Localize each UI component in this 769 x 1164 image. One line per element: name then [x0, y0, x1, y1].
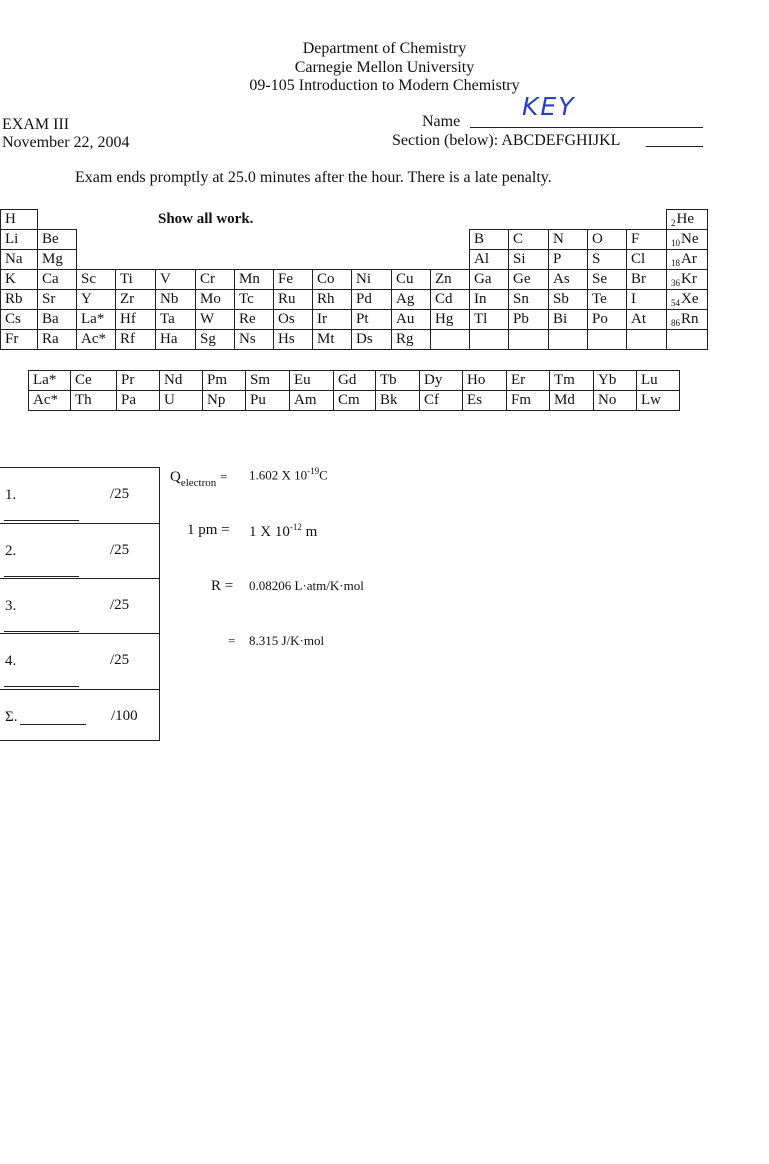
picometer-value — [249, 522, 317, 541]
element-cr — [195, 269, 235, 290]
element-symbol: Ag — [396, 291, 415, 307]
element-c — [508, 229, 549, 250]
element-symbol: Mt — [317, 331, 335, 347]
score-label: Σ. — [5, 709, 18, 725]
element-symbol: Lw — [641, 392, 661, 408]
element-he — [666, 209, 708, 230]
element-symbol: Sr — [42, 291, 56, 307]
element-symbol: Rn — [681, 311, 699, 327]
element-ru — [273, 289, 313, 310]
element-u — [159, 390, 203, 411]
element-th — [70, 390, 117, 411]
element-er — [506, 370, 550, 391]
element-symbol: Ni — [356, 271, 371, 287]
element-symbol: K — [5, 271, 16, 287]
score-entry-field[interactable] — [20, 724, 86, 725]
element-symbol: Co — [317, 271, 335, 287]
element-symbol: Er — [511, 372, 526, 388]
element-pd — [351, 289, 392, 310]
element-symbol: W — [200, 311, 215, 327]
element-symbol: N — [553, 231, 564, 247]
element-empty — [469, 329, 509, 350]
element-cm — [333, 390, 376, 411]
element-symbol: C — [513, 231, 524, 247]
element-ag — [391, 289, 431, 310]
score-entry-field[interactable] — [4, 520, 79, 521]
element-mt — [312, 329, 352, 350]
element-ns — [234, 329, 274, 350]
element-symbol: Nb — [160, 291, 179, 307]
element-symbol: H — [5, 211, 16, 227]
score-max: /25 — [110, 542, 130, 558]
element-as — [548, 269, 588, 290]
element-symbol: Bi — [553, 311, 568, 327]
element-symbol: Eu — [294, 372, 311, 388]
element-ce — [70, 370, 117, 391]
element-ti — [115, 269, 156, 290]
element-symbol: Au — [396, 311, 415, 327]
element-re — [234, 309, 274, 330]
score-max: /25 — [110, 486, 130, 502]
element-au — [391, 309, 431, 330]
element-symbol: Np — [207, 392, 226, 408]
department-heading: Department of Chemistry — [302, 40, 467, 57]
element-symbol: Pt — [356, 311, 369, 327]
section-field[interactable] — [646, 146, 703, 147]
element-at — [626, 309, 667, 330]
element-ni — [351, 269, 392, 290]
electron-charge-mantissa: 1.602 X 10 — [249, 467, 308, 483]
element-symbol: Ra — [42, 331, 59, 347]
element-symbol: S — [592, 251, 601, 267]
element-np — [202, 390, 246, 411]
element-symbol: Si — [513, 251, 526, 267]
element-pr — [116, 370, 160, 391]
element-empty — [430, 329, 470, 350]
electron-charge-constant — [170, 469, 227, 489]
element-be — [37, 229, 77, 250]
picometer-exponent: -12 — [289, 522, 302, 532]
element-symbol: Hs — [278, 331, 295, 347]
element-k — [0, 269, 38, 290]
element-yb — [593, 370, 637, 391]
element-dy — [419, 370, 463, 391]
element-symbol: Ar — [681, 251, 697, 267]
element-symbol: Se — [592, 271, 607, 287]
section-label: Section (below): ABCDEFGHIJKL — [392, 132, 621, 149]
atomic-number: 2 — [671, 218, 676, 228]
element-ho — [462, 370, 507, 391]
score-label: 4. — [5, 653, 17, 669]
element-symbol: Bk — [380, 392, 398, 408]
element-symbol: Md — [554, 392, 575, 408]
element-empty — [666, 329, 708, 350]
element-symbol: Mn — [239, 271, 260, 287]
element-in — [469, 289, 509, 310]
element-symbol: Os — [278, 311, 295, 327]
element-symbol: Mg — [42, 251, 63, 267]
atomic-number: 54 — [671, 298, 680, 308]
element-cd — [430, 289, 470, 310]
element-symbol: I — [631, 291, 636, 307]
element-hg — [430, 309, 470, 330]
score-label: 2. — [5, 543, 17, 559]
element-symbol: P — [553, 251, 562, 267]
element-symbol: No — [598, 392, 617, 408]
score-label: 3. — [5, 598, 17, 614]
element-symbol: Ho — [467, 372, 486, 388]
element-symbol: Pm — [207, 372, 228, 388]
element-zn — [430, 269, 470, 290]
electron-charge-exponent: -19 — [307, 466, 320, 476]
picometer-unit: m — [301, 524, 318, 540]
element-symbol: Na — [5, 251, 23, 267]
element-symbol: Tm — [554, 372, 575, 388]
element-rn — [666, 309, 708, 330]
element-empty — [626, 329, 667, 350]
element-eu — [289, 370, 334, 391]
element-symbol: Zn — [435, 271, 452, 287]
element-symbol: Ir — [317, 311, 327, 327]
element-pt — [351, 309, 392, 330]
element-symbol: Hg — [435, 311, 454, 327]
element-rf — [115, 329, 156, 350]
element-ga — [469, 269, 509, 290]
element-symbol: Ds — [356, 331, 373, 347]
element-symbol: Pu — [250, 392, 266, 408]
element-si — [508, 249, 549, 270]
element-symbol: Pa — [121, 392, 136, 408]
element-symbol: Nd — [164, 372, 183, 388]
element-al — [469, 249, 509, 270]
element-nd — [159, 370, 203, 391]
element-empty — [548, 329, 588, 350]
element-symbol: Th — [75, 392, 92, 408]
element-symbol: Lu — [641, 372, 658, 388]
element-po — [587, 309, 627, 330]
score-label: 1. — [5, 487, 17, 503]
element-symbol: Ha — [160, 331, 178, 347]
electron-charge-unit: C — [319, 467, 328, 483]
name-label: Name — [422, 113, 461, 130]
element-tc — [234, 289, 274, 310]
score-entry-field[interactable] — [4, 576, 79, 577]
instructions: Exam ends promptly at 25.0 minutes after the hour. There is a late penalty. — [75, 169, 552, 186]
element-h — [0, 209, 38, 230]
score-entry-field[interactable] — [4, 631, 79, 632]
electron-charge-value — [249, 466, 328, 483]
atomic-number: 18 — [671, 258, 680, 268]
element-empty — [587, 329, 627, 350]
element-ar — [666, 249, 708, 270]
electron-charge-equals: = — [220, 469, 228, 484]
element-lw — [636, 390, 680, 411]
element-symbol: Pd — [356, 291, 372, 307]
electron-charge-symbol: Q — [170, 469, 181, 485]
element-tl — [469, 309, 509, 330]
element-rg — [391, 329, 431, 350]
element-li — [0, 229, 38, 250]
element-ds — [351, 329, 392, 350]
element-la — [28, 370, 71, 391]
element-s — [587, 249, 627, 270]
name-field[interactable] — [470, 127, 703, 128]
element-symbol: O — [592, 231, 603, 247]
element-ac — [28, 390, 71, 411]
score-max: /25 — [110, 597, 130, 613]
element-la — [76, 309, 116, 330]
element-empty — [508, 329, 549, 350]
element-symbol: Fr — [5, 331, 19, 347]
element-symbol: Sb — [553, 291, 569, 307]
element-br — [626, 269, 667, 290]
element-symbol: Ta — [160, 311, 175, 327]
element-symbol: Rg — [396, 331, 414, 347]
score-max: /100 — [111, 708, 138, 724]
gas-constant-value-2: 8.315 J/K·mol — [249, 633, 325, 648]
element-sr — [37, 289, 77, 310]
element-symbol: Zr — [120, 291, 135, 307]
atomic-number: 10 — [671, 238, 680, 248]
element-symbol: Rb — [5, 291, 23, 307]
element-symbol: Cm — [338, 392, 360, 408]
name-handwritten-value: KEY — [522, 92, 576, 121]
element-symbol: Ac* — [81, 331, 106, 347]
picometer-mantissa: 1 X 10 — [249, 524, 290, 540]
element-cs — [0, 309, 38, 330]
element-rb — [0, 289, 38, 310]
element-symbol: Ce — [75, 372, 92, 388]
element-ra — [37, 329, 77, 350]
element-symbol: Tb — [380, 372, 397, 388]
element-symbol: Mo — [200, 291, 221, 307]
element-symbol: Ga — [474, 271, 492, 287]
element-mn — [234, 269, 274, 290]
element-se — [587, 269, 627, 290]
gas-constant-equals-2: = — [228, 633, 236, 648]
element-kr — [666, 269, 708, 290]
element-symbol: At — [631, 311, 646, 327]
element-hf — [115, 309, 156, 330]
element-symbol: Sm — [250, 372, 271, 388]
element-symbol: Hf — [120, 311, 136, 327]
element-mo — [195, 289, 235, 310]
element-symbol: Dy — [424, 372, 443, 388]
element-symbol: B — [474, 231, 485, 247]
element-symbol: Re — [239, 311, 256, 327]
element-symbol: Pb — [513, 311, 529, 327]
element-tm — [549, 370, 594, 391]
element-symbol: Ns — [239, 331, 256, 347]
element-symbol: Sg — [200, 331, 216, 347]
element-symbol: Cd — [435, 291, 453, 307]
score-row-2 — [0, 523, 160, 578]
element-fe — [273, 269, 313, 290]
score-max: /25 — [110, 652, 130, 668]
element-pb — [508, 309, 549, 330]
element-symbol: Cu — [396, 271, 414, 287]
element-symbol: Ac* — [33, 392, 58, 408]
element-symbol: Yb — [598, 372, 617, 388]
element-pa — [116, 390, 160, 411]
gas-constant-value-1: 0.08206 L·atm/K·mol — [249, 578, 364, 593]
element-symbol: Ru — [278, 291, 296, 307]
course-heading: 09-105 Introduction to Modern Chemistry — [249, 77, 520, 94]
element-v — [155, 269, 196, 290]
element-symbol: Al — [474, 251, 489, 267]
element-n — [548, 229, 588, 250]
element-ca — [37, 269, 77, 290]
element-rh — [312, 289, 352, 310]
score-row-4 — [0, 633, 160, 689]
element-sn — [508, 289, 549, 310]
element-mg — [37, 249, 77, 270]
exam-title: EXAM III — [2, 116, 70, 133]
element-symbol: Sc — [81, 271, 96, 287]
element-symbol: Es — [467, 392, 482, 408]
element-symbol: Xe — [681, 291, 699, 307]
element-w — [195, 309, 235, 330]
element-ta — [155, 309, 196, 330]
element-o — [587, 229, 627, 250]
element-zr — [115, 289, 156, 310]
element-fm — [506, 390, 550, 411]
element-pm — [202, 370, 246, 391]
element-symbol: Cf — [424, 392, 439, 408]
element-symbol: Fe — [278, 271, 293, 287]
element-ir — [312, 309, 352, 330]
score-entry-field[interactable] — [4, 686, 79, 687]
element-symbol: La* — [33, 372, 57, 388]
element-os — [273, 309, 313, 330]
element-symbol: Cl — [631, 251, 646, 267]
element-symbol: Be — [42, 231, 59, 247]
element-lu — [636, 370, 680, 391]
exam-date: November 22, 2004 — [2, 134, 130, 151]
element-symbol: La* — [81, 311, 105, 327]
element-symbol: In — [474, 291, 487, 307]
element-ha — [155, 329, 196, 350]
element-p — [548, 249, 588, 270]
element-sc — [76, 269, 116, 290]
element-ge — [508, 269, 549, 290]
element-symbol: Ba — [42, 311, 59, 327]
element-symbol: Fm — [511, 392, 532, 408]
element-no — [593, 390, 637, 411]
element-symbol: Tc — [239, 291, 254, 307]
element-es — [462, 390, 507, 411]
electron-charge-subscript: electron — [180, 477, 217, 489]
element-bi — [548, 309, 588, 330]
element-b — [469, 229, 509, 250]
element-ne — [666, 229, 708, 250]
element-te — [587, 289, 627, 310]
element-md — [549, 390, 594, 411]
element-na — [0, 249, 38, 270]
element-symbol: Tl — [474, 311, 488, 327]
element-hs — [273, 329, 313, 350]
element-fr — [0, 329, 38, 350]
element-symbol: Rh — [317, 291, 335, 307]
element-symbol: V — [160, 271, 171, 287]
score-total-row — [0, 689, 160, 741]
element-xe — [666, 289, 708, 310]
element-symbol: Kr — [681, 271, 697, 287]
element-sm — [245, 370, 290, 391]
score-row-3 — [0, 578, 160, 633]
gas-constant-label: R = — [211, 578, 234, 594]
element-symbol: Ca — [42, 271, 59, 287]
element-symbol: Ge — [513, 271, 531, 287]
element-symbol: Te — [592, 291, 607, 307]
element-symbol: Pr — [121, 372, 135, 388]
element-gd — [333, 370, 376, 391]
element-sg — [195, 329, 235, 350]
element-nb — [155, 289, 196, 310]
element-pu — [245, 390, 290, 411]
university-heading: Carnegie Mellon University — [294, 59, 475, 76]
element-cl — [626, 249, 667, 270]
element-bk — [375, 390, 420, 411]
element-symbol: As — [553, 271, 570, 287]
element-symbol: Gd — [338, 372, 357, 388]
element-co — [312, 269, 352, 290]
score-row-1 — [0, 467, 160, 523]
element-symbol: F — [631, 231, 640, 247]
element-symbol: Sn — [513, 291, 529, 307]
element-ba — [37, 309, 77, 330]
element-sb — [548, 289, 588, 310]
element-cu — [391, 269, 431, 290]
element-i — [626, 289, 667, 310]
element-symbol: Rf — [120, 331, 135, 347]
element-am — [289, 390, 334, 411]
show-work-note: Show all work. — [158, 211, 254, 227]
element-symbol: U — [164, 392, 175, 408]
picometer-label: 1 pm = — [187, 522, 230, 538]
element-symbol: Cr — [200, 271, 215, 287]
element-symbol: Cs — [5, 311, 21, 327]
element-f — [626, 229, 667, 250]
atomic-number: 36 — [671, 278, 680, 288]
element-symbol: Br — [631, 271, 646, 287]
element-y — [76, 289, 116, 310]
element-tb — [375, 370, 420, 391]
element-ac — [76, 329, 116, 350]
element-symbol: Li — [5, 231, 19, 247]
element-cf — [419, 390, 463, 411]
element-symbol: Ti — [120, 271, 133, 287]
atomic-number: 86 — [671, 318, 680, 328]
element-symbol: Am — [294, 392, 317, 408]
element-symbol: He — [676, 211, 694, 227]
element-symbol: Y — [81, 291, 92, 307]
element-symbol: Po — [592, 311, 608, 327]
element-symbol: Ne — [681, 231, 699, 247]
